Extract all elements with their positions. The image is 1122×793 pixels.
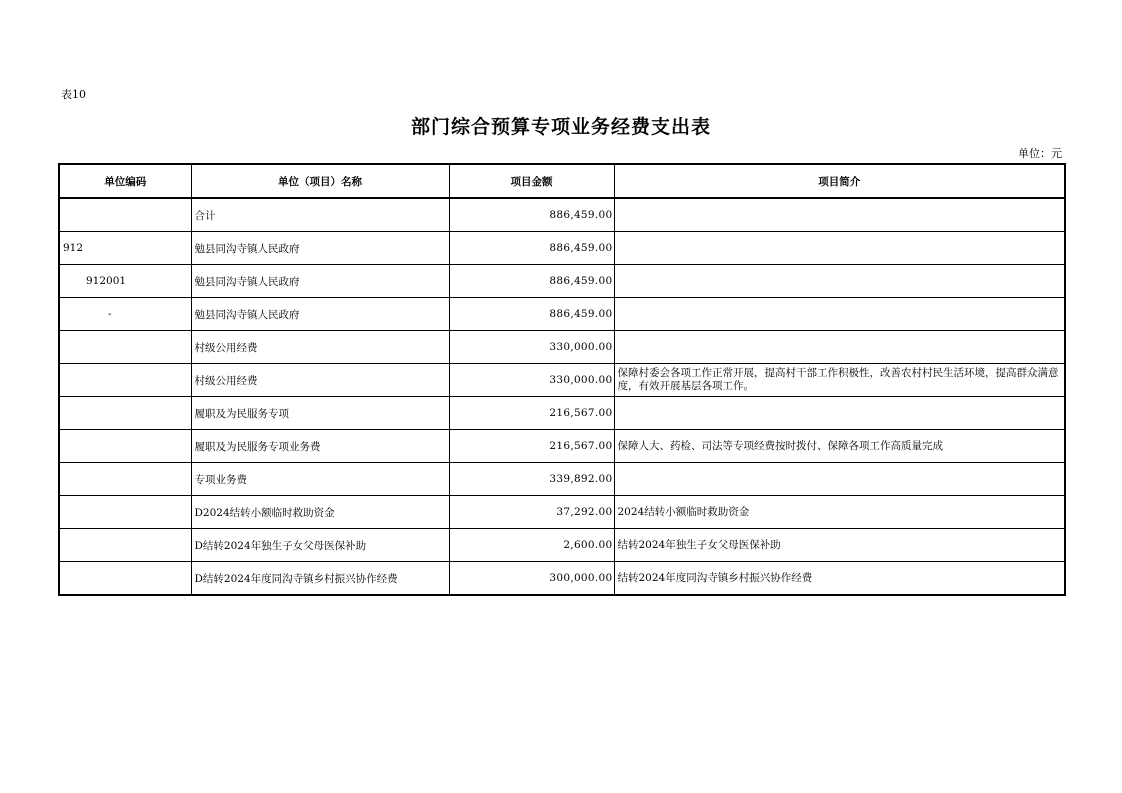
budget-table <box>58 163 1066 596</box>
cell-description <box>614 298 1065 331</box>
table-row <box>59 232 1065 265</box>
cell-amount: 886,459.00 <box>449 265 614 298</box>
table-number: 表10 <box>61 88 86 101</box>
cell-code <box>59 331 191 364</box>
cell-description <box>614 198 1065 232</box>
unit-label: 单位：元 <box>1018 147 1062 160</box>
cell-description <box>614 331 1065 364</box>
cell-amount: 886,459.00 <box>449 298 614 331</box>
table-row <box>59 331 1065 364</box>
cell-description: 保障人大、药检、司法等专项经费按时拨付、保障各项工作高质量完成 <box>614 430 1065 463</box>
cell-amount: 37,292.00 <box>449 496 614 529</box>
cell-amount: 330,000.00 <box>449 331 614 364</box>
cell-name: 勉县同沟寺镇人民政府 <box>191 265 449 298</box>
cell-description <box>614 397 1065 430</box>
cell-code <box>59 364 191 397</box>
cell-code <box>59 198 191 232</box>
cell-name: 履职及为民服务专项业务费 <box>191 430 449 463</box>
cell-description <box>614 265 1065 298</box>
table-row <box>59 463 1065 496</box>
cell-name: 勉县同沟寺镇人民政府 <box>191 232 449 265</box>
cell-code <box>59 430 191 463</box>
cell-description: 2024结转小额临时救助资金 <box>614 496 1065 529</box>
cell-description: 结转2024年度同沟寺镇乡村振兴协作经费 <box>614 562 1065 596</box>
cell-code <box>59 496 191 529</box>
header-amount: 项目金额 <box>449 164 614 198</box>
cell-name: 勉县同沟寺镇人民政府 <box>191 298 449 331</box>
cell-description <box>614 463 1065 496</box>
cell-code <box>59 529 191 562</box>
cell-name: 村级公用经费 <box>191 364 449 397</box>
table-row <box>59 529 1065 562</box>
table-row <box>59 430 1065 463</box>
header-description: 项目简介 <box>614 164 1065 198</box>
cell-name: 履职及为民服务专项 <box>191 397 449 430</box>
table-row <box>59 198 1065 232</box>
table-row <box>59 397 1065 430</box>
header-unit-name: 单位（项目）名称 <box>191 164 449 198</box>
cell-code <box>59 463 191 496</box>
cell-amount: 339,892.00 <box>449 463 614 496</box>
cell-description <box>614 232 1065 265</box>
cell-name: 专项业务费 <box>191 463 449 496</box>
cell-amount: 216,567.00 <box>449 430 614 463</box>
cell-code: - <box>59 298 191 331</box>
cell-description: 结转2024年独生子女父母医保补助 <box>614 529 1065 562</box>
table-row <box>59 496 1065 529</box>
cell-amount: 886,459.00 <box>449 232 614 265</box>
cell-amount: 2,600.00 <box>449 529 614 562</box>
table-row <box>59 265 1065 298</box>
header-unit-code: 单位编码 <box>59 164 191 198</box>
cell-name: D结转2024年度同沟寺镇乡村振兴协作经费 <box>191 562 449 596</box>
cell-amount: 886,459.00 <box>449 198 614 232</box>
cell-name: D2024结转小额临时救助资金 <box>191 496 449 529</box>
cell-code: 912001 <box>59 265 191 298</box>
table-row <box>59 562 1065 596</box>
page-title: 部门综合预算专项业务经费支出表 <box>410 116 711 138</box>
cell-code: 912 <box>59 232 191 265</box>
cell-amount: 300,000.00 <box>449 562 614 596</box>
cell-code <box>59 397 191 430</box>
cell-amount: 330,000.00 <box>449 364 614 397</box>
cell-amount: 216,567.00 <box>449 397 614 430</box>
table-header-row <box>59 164 1065 198</box>
cell-name: 合计 <box>191 198 449 232</box>
cell-name: D结转2024年独生子女父母医保补助 <box>191 529 449 562</box>
cell-code <box>59 562 191 596</box>
cell-description: 保障村委会各项工作正常开展，提高村干部工作积极性，改善农村村民生活环境，提高群众满意度，有效开展基层各项工作。 <box>614 364 1065 397</box>
table-row <box>59 364 1065 397</box>
table-row <box>59 298 1065 331</box>
cell-name: 村级公用经费 <box>191 331 449 364</box>
